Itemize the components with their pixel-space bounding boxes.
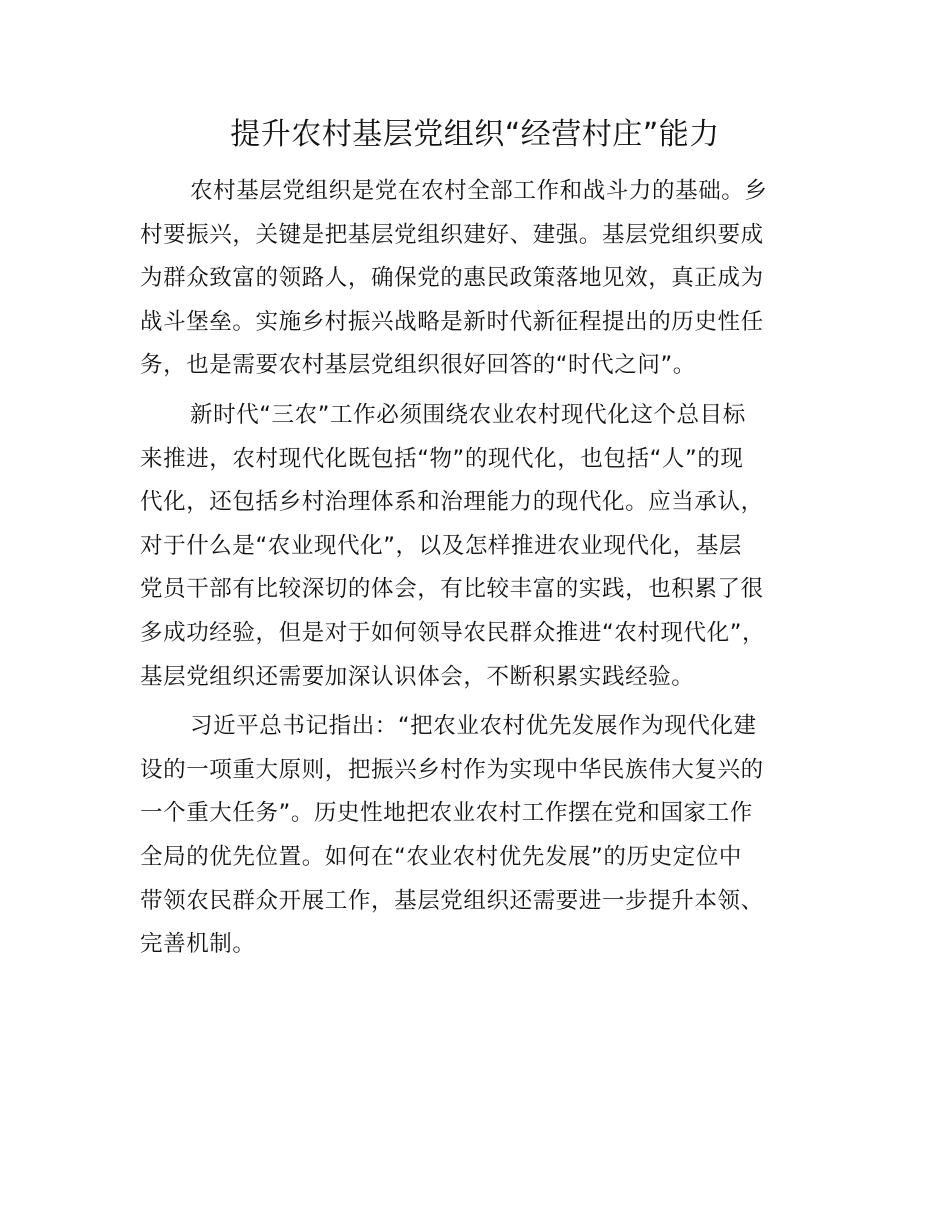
paragraph-line: 习近平总书记指出：“把农业农村优先发展作为现代化建 bbox=[190, 713, 757, 740]
document-body bbox=[140, 170, 840, 973]
paragraph-1 bbox=[140, 170, 840, 388]
paragraph-2 bbox=[140, 394, 840, 699]
paragraph-line: 全局的优先位置。如何在“农业农村优先发展”的历史定位中 bbox=[140, 843, 743, 870]
paragraph-line: 新时代“三农”工作必须围绕农业农村现代化这个总目标 bbox=[190, 401, 746, 428]
paragraph-line: 带领农民群众开展工作，基层党组织还需要进一步提升本领、 bbox=[140, 887, 764, 914]
paragraph-3 bbox=[140, 705, 840, 967]
paragraph-line: 来推进，农村现代化既包括“物”的现代化，也包括“人”的现 bbox=[140, 445, 744, 472]
paragraph-line: 党员干部有比较深切的体会，有比较丰富的实践，也积累了很 bbox=[140, 576, 764, 603]
paragraph-line: 农村基层党组织是党在农村全部工作和战斗力的基础。乡 bbox=[190, 178, 768, 204]
paragraph-line: 基层党组织还需要加深认识体会，不断积累实践经验。 bbox=[140, 663, 695, 690]
paragraph-line: 对于什么是“农业现代化”，以及怎样推进农业现代化，基层 bbox=[140, 532, 743, 559]
paragraph-line: 村要振兴，关键是把基层党组织建好、建强。基层党组织要成 bbox=[140, 221, 764, 248]
paragraph-line: 多成功经验，但是对于如何领导农民群众推进“农村现代化”， bbox=[140, 619, 766, 646]
paragraph-line: 完善机制。 bbox=[140, 931, 256, 958]
paragraph-line: 设的一项重大原则，把振兴乡村作为实现中华民族伟大复兴的 bbox=[140, 756, 764, 783]
paragraph-line: 务，也是需要农村基层党组织很好回答的“时代之问”。 bbox=[140, 352, 696, 379]
paragraph-line: 为群众致富的领路人，确保党的惠民政策落地见效，真正成为 bbox=[140, 265, 764, 292]
paragraph-line: 战斗堡垒。实施乡村振兴战略是新时代新征程提出的历史性任 bbox=[140, 308, 764, 335]
document-title: 提升农村基层党组织“经营村庄”能力 bbox=[230, 117, 720, 152]
paragraph-line: 代化，还包括乡村治理体系和治理能力的现代化。应当承认， bbox=[140, 489, 764, 516]
paragraph-line: 一个重大任务”。历史性地把农业农村工作摆在党和国家工作 bbox=[140, 800, 753, 827]
